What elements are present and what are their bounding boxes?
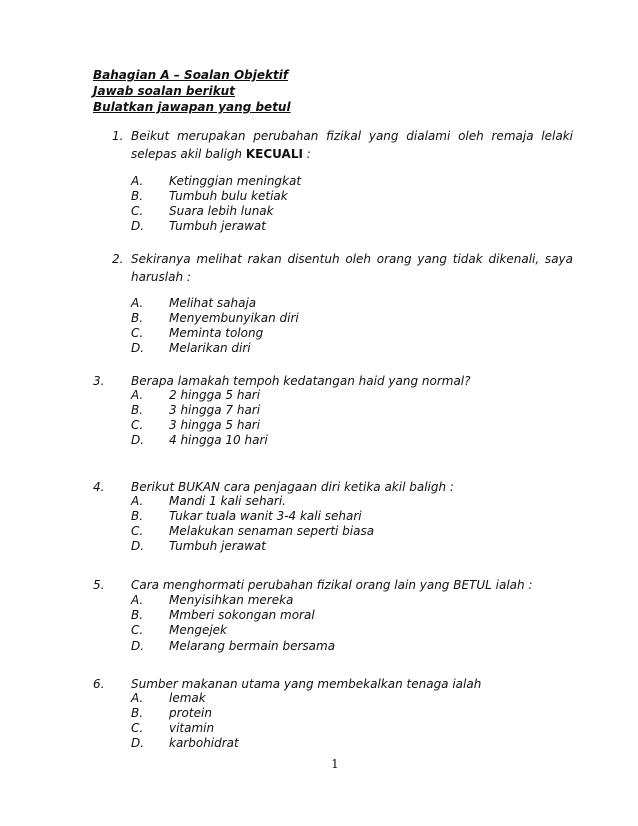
question-number: 5.	[93, 578, 105, 592]
section-header	[93, 67, 291, 115]
question-number: 6.	[93, 677, 105, 691]
emphasis-text: KECUALI	[245, 147, 303, 161]
question-number: 3.	[93, 374, 105, 388]
question-number: 1.	[112, 129, 124, 143]
instruction-line-2: Bulatkan jawapan yang betul	[93, 100, 291, 114]
question-text: Sekiranya melihat rakan disentuh oleh orang yang tidak dikenali, saya haruslah :	[131, 252, 573, 284]
question-text: Beikut merupakan perubahan fizikal yang dialami oleh remaja lelaki selepas akil baligh KECUALI :	[131, 129, 573, 161]
question-text: Berikut BUKAN cara penjagaan diri ketika akil baligh :	[131, 480, 454, 494]
question-text: Berapa lamakah tempoh kedatangan haid yang normal?	[131, 374, 471, 388]
question-number: 4.	[93, 480, 105, 494]
section-title: Bahagian A – Soalan Objektif	[93, 68, 289, 82]
question-number: 2.	[112, 252, 124, 266]
question-text: Sumber makanan utama yang membekalkan tenaga ialah	[131, 677, 482, 691]
question-text: Cara menghormati perubahan fizikal orang lain yang BETUL ialah :	[131, 578, 533, 592]
instruction-line-1: Jawab soalan berikut	[93, 84, 235, 98]
page-number: 1	[331, 757, 339, 771]
document-page: Bahagian A – Soalan Objektif Jawab soalan berikut Bulatkan jawapan yang betul 1. Beikut merupakan perubahan fizikal yang dialami oleh remaja lelaki selepas akil baligh KECUALI : A. Ketinggian meningkat B. Tumbuh bulu ketiak C. Suara lebih lunak D. Tumbuh jerawat 2. Sekiranya melihat rakan disentuh oleh orang yang tidak dikenali, saya haruslah : A. Melihat sahaja B. Menyembunyikan diri C. Meminta tolong D. Melarikan diri 3. Berapa lamakah tempoh kedatangan haid yang normal? A. 2 hingga 5 hari B. 3 hingga 7 hari C. 3 hingga 5 hari D. 4 hingga 10 hari 4. Berikut BUKAN cara penjagaan diri ketika akil baligh : A. Mandi 1 kali sehari. B. Tukar tuala wanit 3-4 kali sehari C. Melakukan senaman seperti biasa D. Tumbuh jerawat 5. Cara menghormati perubahan fizikal orang lain yang BETUL ialah : A. Menyisihkan mereka B. Mmberi sokongan moral C. Mengejek D. Melarang bermain bersama 6. Sumber makanan utama yang membekalkan tenaga ialah A. lemak B. protein C. vitamin D. karbohidrat 1	[0, 0, 638, 826]
